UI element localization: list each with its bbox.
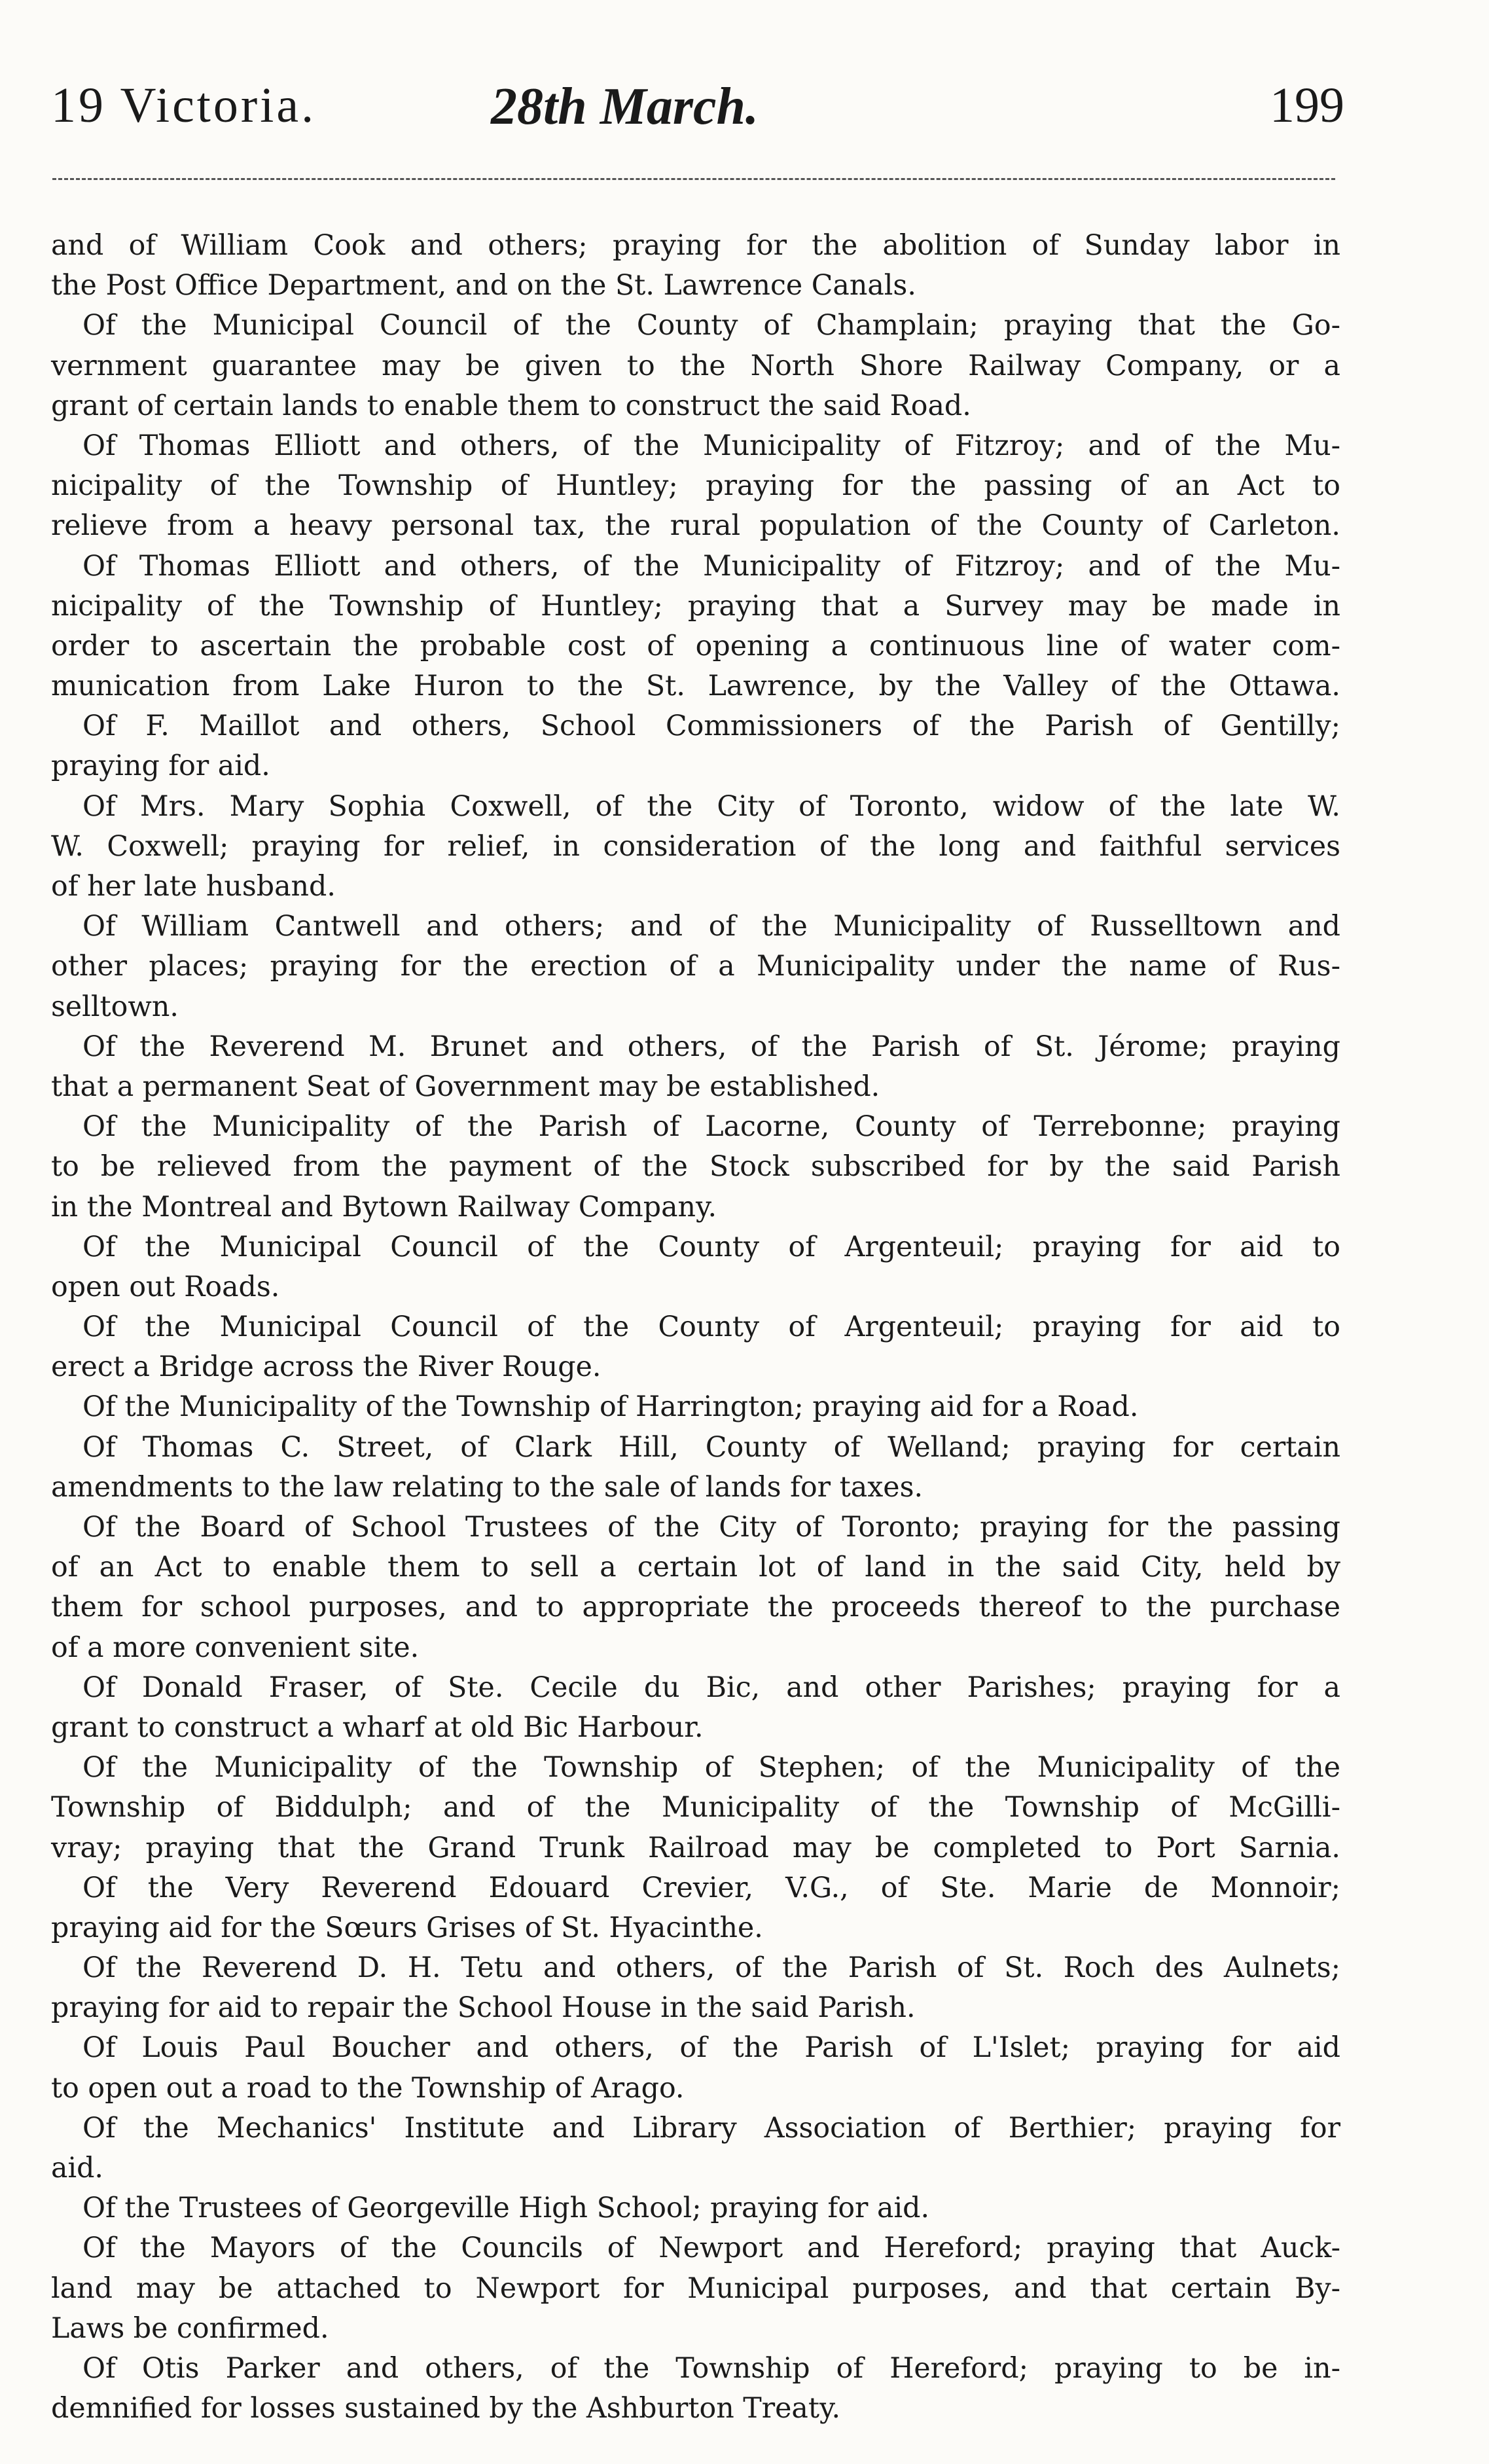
text-line: Of Thomas Elliott and others, of the Municipality of Fitzroy; and of the Mu- — [82, 429, 1340, 462]
text-line: Of F. Maillot and others, School Commissioners of the Parish of Gentilly; — [82, 710, 1340, 743]
text-line: Of the Reverend M. Brunet and others, of the Parish of St. Jérome; praying — [82, 1030, 1340, 1063]
text-line: W. Coxwell; praying for relief, in consideration of the long and faithful services — [51, 829, 1340, 863]
petition-list — [51, 226, 1340, 2429]
page-header — [51, 77, 1344, 149]
text-line: to be relieved from the payment of the Stock subscribed for by the said Parish — [51, 1150, 1340, 1184]
text-line: aid. — [51, 2152, 103, 2184]
text-line: Of the Board of School Trustees of the City of Toronto; praying for the passing — [82, 1511, 1340, 1544]
text-line: vray; praying that the Grand Trunk Railroad may be completed to Port Sarnia. — [51, 1831, 1340, 1864]
text-line: Of Louis Paul Boucher and others, of the Parish of L'Islet; praying for aid — [82, 2031, 1340, 2065]
text-line: the Post Office Department, and on the St. Lawrence Canals. — [51, 269, 916, 302]
text-line: Of the Mechanics' Institute and Library Association of Berthier; praying for — [82, 2111, 1340, 2145]
page-number: 199 — [1270, 78, 1344, 133]
text-line: and of William Cook and others; praying for the abolition of Sunday labor in — [51, 229, 1340, 262]
text-line: to open out a road to the Township of Arago. — [51, 2071, 685, 2105]
text-line: Of the Very Reverend Edouard Crevier, V.G., of Ste. Marie de Monnoir; — [82, 1871, 1340, 1904]
session-year: 19 Victoria. — [51, 78, 317, 133]
text-line: of an Act to enable them to sell a certain lot of land in the said City, held by — [51, 1551, 1340, 1584]
text-line: grant of certain lands to enable them to construct the said Road. — [51, 389, 971, 422]
text-line: Of the Municipal Council of the County of Champlain; praying that the Go- — [82, 309, 1340, 342]
text-line: Of Donald Fraser, of Ste. Cecile du Bic, and other Parishes; praying for a — [82, 1671, 1340, 1704]
header-rule — [52, 178, 1335, 180]
text-line: nicipality of the Township of Huntley; praying that a Survey may be made in — [51, 589, 1340, 623]
text-line: that a permanent Seat of Government may be established. — [51, 1070, 880, 1103]
text-line: of her late husband. — [51, 870, 336, 903]
text-line: Township of Biddulph; and of the Municipality of the Township of McGilli- — [51, 1791, 1340, 1824]
text-line: Of William Cantwell and others; and of the Municipality of Russelltown and — [82, 910, 1340, 943]
text-line: Of Otis Parker and others, of the Township of Hereford; praying to be in- — [82, 2351, 1340, 2385]
text-line: Of Mrs. Mary Sophia Coxwell, of the City of Toronto, widow of the late W. — [82, 789, 1340, 823]
text-line: grant to construct a wharf at old Bic Harbour. — [51, 1711, 704, 1744]
text-line: Laws be confirmed. — [51, 2311, 329, 2345]
text-line: land may be attached to Newport for Municipal purposes, and that certain By- — [51, 2272, 1340, 2305]
text-line: nicipality of the Township of Huntley; praying for the passing of an Act to — [51, 469, 1340, 503]
text-line: relieve from a heavy personal tax, the rural population of the County of Carleton. — [51, 509, 1340, 543]
text-line: them for school purposes, and to appropriate the proceeds thereof to the purchase — [51, 1591, 1340, 1624]
text-line: amendments to the law relating to the sale of lands for taxes. — [51, 1470, 924, 1504]
text-line: vernment guarantee may be given to the North Shore Railway Company, or a — [51, 349, 1340, 382]
text-line: Of the Municipality of the Township of Harrington; praying aid for a Road. — [82, 1390, 1139, 1424]
text-line: Of the Municipal Council of the County of Argenteuil; praying for aid to — [82, 1311, 1340, 1344]
text-line: munication from Lake Huron to the St. Lawrence, by the Valley of the Ottawa. — [51, 670, 1340, 703]
text-line: Of the Municipality of the Township of Stephen; of the Municipality of the — [82, 1751, 1340, 1785]
text-line: of a more convenient site. — [51, 1631, 420, 1664]
text-line: Of the Municipality of the Parish of Lacorne, County of Terrebonne; praying — [82, 1110, 1340, 1144]
text-line: Of the Trustees of Georgeville High School; praying for aid. — [82, 2192, 930, 2225]
text-line: demnified for losses sustained by the Ashburton Treaty. — [51, 2392, 841, 2425]
text-line: Of the Reverend D. H. Tetu and others, of the Parish of St. Roch des Aulnets; — [82, 1951, 1340, 1985]
text-line: selltown. — [51, 990, 179, 1023]
text-line: Of the Mayors of the Councils of Newport and Hereford; praying that Auck- — [82, 2232, 1340, 2265]
journal-date: 28th March. — [491, 78, 759, 136]
text-line: Of the Municipal Council of the County of Argenteuil; praying for aid to — [82, 1230, 1340, 1263]
text-line: in the Montreal and Bytown Railway Company. — [51, 1190, 717, 1223]
text-line: order to ascertain the probable cost of opening a continuous line of water com- — [51, 629, 1340, 662]
text-line: Of Thomas C. Street, of Clark Hill, County of Welland; praying for certain — [82, 1430, 1340, 1464]
text-line: open out Roads. — [51, 1270, 280, 1303]
text-line: praying for aid. — [51, 750, 270, 783]
text-line: praying aid for the Sœurs Grises of St. Hyacinthe. — [51, 1911, 763, 1944]
text-line: erect a Bridge across the River Rouge. — [51, 1350, 601, 1384]
text-line: Of Thomas Elliott and others, of the Municipality of Fitzroy; and of the Mu- — [82, 549, 1340, 583]
text-line: praying for aid to repair the School House in the said Parish. — [51, 1991, 916, 2025]
text-line: other places; praying for the erection of a Municipality under the name of Rus- — [51, 950, 1340, 983]
